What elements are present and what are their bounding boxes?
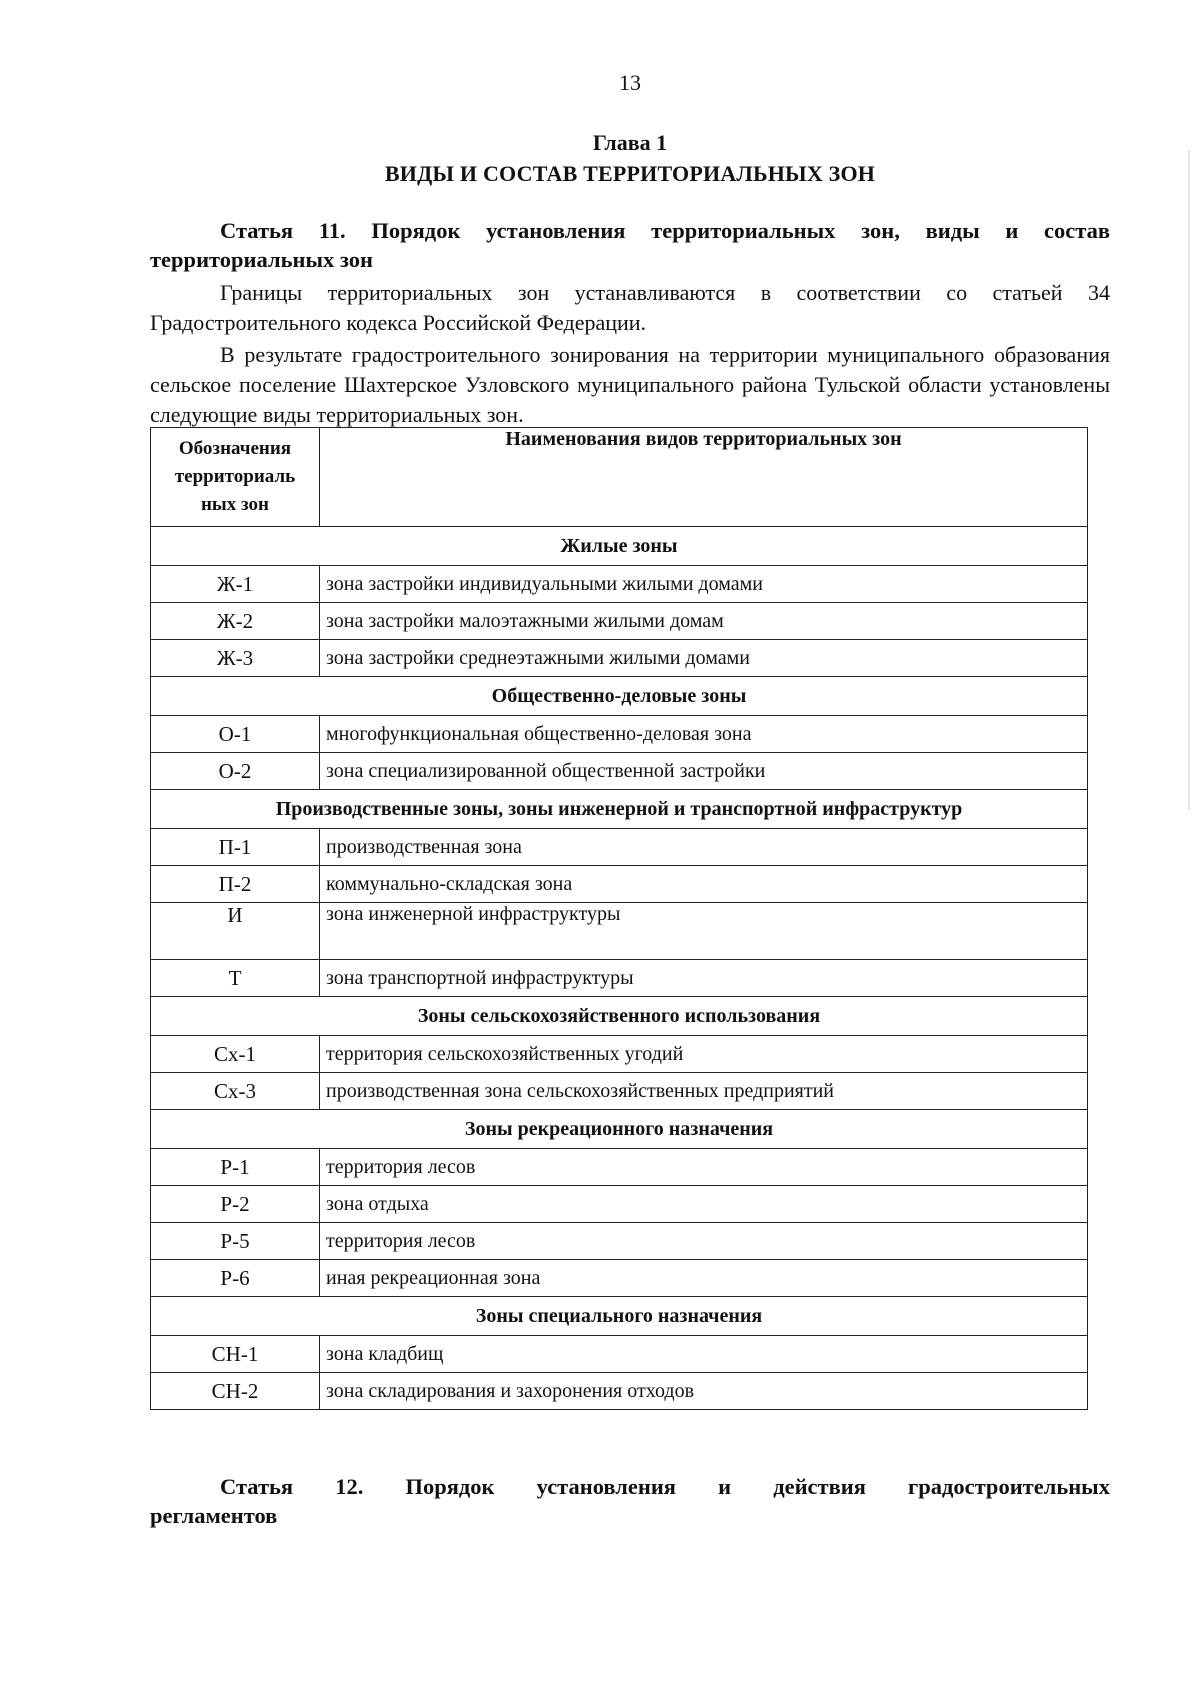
paragraph-1: Границы территориальных зон устанавливаются в соответствии со статьей 34 Градостроительного кодекса Российской Федерации. — [150, 280, 1110, 335]
zone-code: И — [151, 903, 320, 960]
table-row — [151, 903, 1088, 960]
group-row — [151, 1297, 1088, 1336]
header-name: Наименования видов территориальных зон — [320, 428, 1088, 527]
group-title: Производственные зоны, зоны инженерной и транспортной инфраструктур — [151, 790, 1088, 829]
zone-name: территория лесов — [320, 1223, 1088, 1260]
group-row — [151, 677, 1088, 716]
table-row — [151, 1373, 1088, 1410]
table-row — [151, 1186, 1088, 1223]
article-12-heading — [150, 1472, 1110, 1530]
table-row — [151, 1223, 1088, 1260]
group-row — [151, 997, 1088, 1036]
zone-name: зона застройки малоэтажными жилыми домам — [320, 603, 1088, 640]
zone-name: зона кладбищ — [320, 1336, 1088, 1373]
zone-code: П-2 — [151, 866, 320, 903]
zone-code: Р-5 — [151, 1223, 320, 1260]
article-11-lead: Статья 11. Порядок установления территориальных зон, виды и состав — [220, 218, 1110, 243]
group-row — [151, 527, 1088, 566]
table-row — [151, 603, 1088, 640]
article-12-lead: Статья 12. Порядок установления и действия градостроительных — [220, 1474, 1110, 1499]
table-row — [151, 866, 1088, 903]
group-title: Зоны рекреационного назначения — [151, 1110, 1088, 1149]
group-row — [151, 790, 1088, 829]
table-row — [151, 716, 1088, 753]
group-row — [151, 1110, 1088, 1149]
page-number: 13 — [619, 70, 641, 95]
zone-code: О-2 — [151, 753, 320, 790]
zones-table-body — [151, 527, 1088, 1410]
chapter-label: Глава 1 — [592, 130, 668, 155]
zone-name: производственная зона — [320, 829, 1088, 866]
zone-name: зона застройки индивидуальными жилыми домами — [320, 566, 1088, 603]
table-row — [151, 1336, 1088, 1373]
table-header-row — [151, 428, 1088, 527]
zone-code: Сх-1 — [151, 1036, 320, 1073]
zone-name: зона застройки среднеэтажными жилыми домами — [320, 640, 1088, 677]
scan-edge-mark — [1188, 150, 1190, 810]
zone-name: зона инженерной инфраструктуры — [320, 903, 1088, 960]
zone-code: Р-2 — [151, 1186, 320, 1223]
zone-code: П-1 — [151, 829, 320, 866]
zones-table — [150, 427, 1088, 1410]
zone-code: СН-2 — [151, 1373, 320, 1410]
table-row — [151, 1036, 1088, 1073]
zone-name: иная рекреационная зона — [320, 1260, 1088, 1297]
group-title: Жилые зоны — [151, 527, 1088, 566]
paragraph-2: В результате градостроительного зонирования на территории муниципального образования сельское поселение Шахтерское Узловского муниципального района Тульской области установлены следующие виды территориальных зон. — [150, 342, 1110, 427]
table-row — [151, 566, 1088, 603]
chapter-title: ВИДЫ И СОСТАВ ТЕРРИТОРИАЛЬНЫХ ЗОН — [384, 161, 876, 186]
chapter-heading — [150, 128, 1110, 190]
zone-code: О-1 — [151, 716, 320, 753]
zone-name: территория лесов — [320, 1149, 1088, 1186]
zone-name: коммунально-складская зона — [320, 866, 1088, 903]
zone-code: Ж-2 — [151, 603, 320, 640]
article-11-cont: территориальных зон — [150, 247, 374, 272]
zone-name: многофункциональная общественно-деловая зона — [320, 716, 1088, 753]
group-title: Зоны сельскохозяйственного использования — [151, 997, 1088, 1036]
zone-code: Р-6 — [151, 1260, 320, 1297]
zone-name: производственная зона сельскохозяйственных предприятий — [320, 1073, 1088, 1110]
zone-code: Сх-3 — [151, 1073, 320, 1110]
table-row — [151, 1260, 1088, 1297]
table-row — [151, 753, 1088, 790]
zone-code: СН-1 — [151, 1336, 320, 1373]
article-11-heading — [150, 216, 1110, 274]
zone-name: территория сельскохозяйственных угодий — [320, 1036, 1088, 1073]
zone-code: Ж-3 — [151, 640, 320, 677]
header-code: Обозначения территориаль ных зон — [151, 428, 320, 527]
zone-name: зона транспортной инфраструктуры — [320, 960, 1088, 997]
table-row — [151, 960, 1088, 997]
table-row — [151, 640, 1088, 677]
table-row — [151, 1073, 1088, 1110]
article-12-cont: регламентов — [150, 1503, 278, 1528]
zone-code: Ж-1 — [151, 566, 320, 603]
zone-code: Т — [151, 960, 320, 997]
zone-name: зона специализированной общественной застройки — [320, 753, 1088, 790]
group-title: Зоны специального назначения — [151, 1297, 1088, 1336]
table-row — [151, 1149, 1088, 1186]
zone-name: зона складирования и захоронения отходов — [320, 1373, 1088, 1410]
group-title: Общественно-деловые зоны — [151, 677, 1088, 716]
table-row — [151, 829, 1088, 866]
zone-name: зона отдыха — [320, 1186, 1088, 1223]
zone-code: Р-1 — [151, 1149, 320, 1186]
